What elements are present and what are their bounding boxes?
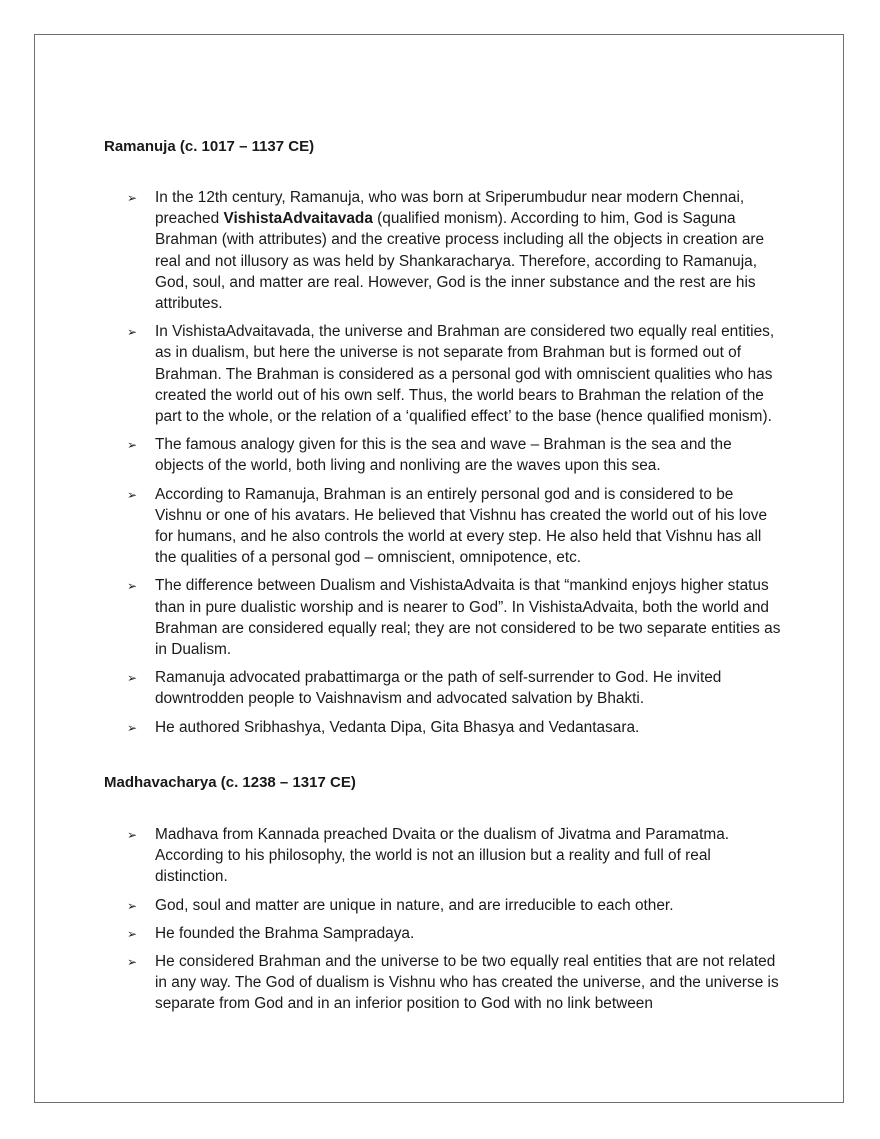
bullet-list	[104, 187, 784, 738]
list-item	[104, 575, 784, 660]
item-text: He founded the Brahma Sampradaya.	[155, 924, 415, 942]
arrow-bullet-icon: ➢	[127, 671, 138, 686]
section-ramanuja	[104, 137, 784, 745]
arrow-bullet-icon: ➢	[127, 438, 138, 453]
arrow-bullet-icon: ➢	[127, 926, 138, 941]
item-text: He considered Brahman and the universe to be two equally real entities that are not related in any way. The God of dualism is Vishnu who has created the universe, and the universe is separate from God and in an inferior position to God with no link between	[155, 953, 779, 1013]
list-item	[104, 321, 784, 427]
bullet-list	[104, 824, 784, 1015]
item-text: According to Ramanuja, Brahman is an entirely personal god and is considered to be Vishnu or one of his avatars. He believed that Vishnu has created the world out of his love for humans, and he also controls the world at every step. He also held that Vishnu has all the qualities of a personal god – omniscient, omnipotence, etc.	[155, 485, 768, 567]
item-text: He authored Sribhashya, Vedanta Dipa, Gita Bhasya and Vedantasara.	[155, 718, 640, 736]
section-madhavacharya	[104, 773, 784, 1022]
arrow-bullet-icon: ➢	[127, 487, 138, 502]
item-text: (qualified monism). According to him, God is Saguna Brahman (with attributes) and the creative process including all the objects in creation are real and not illusory as was held by Shankaracharya. Therefore, according to Ramanuja, God, soul, and matter are real. However, God is the inner substance and the rest are his attributes.	[155, 210, 765, 313]
item-text: God, soul and matter are unique in nature, and are irreducible to each other.	[155, 896, 674, 914]
section-title: Madhavacharya (c. 1238 – 1317 CE)	[104, 774, 356, 791]
list-item	[104, 187, 784, 314]
item-text: In VishistaAdvaitavada, the universe and Brahman are considered two equally real entities, as in dualism, but here the universe is not separate from Brahman but is formed out of Brahman. The Brahman is considered as a personal god with omniscient qualities who has created the world out of his own self. Thus, the world bears to Brahman the relation of the part to the whole, or the relation of a ‘qualified effect’ to the base (hence qualified monism).	[155, 323, 775, 426]
arrow-bullet-icon: ➢	[127, 955, 138, 970]
arrow-bullet-icon: ➢	[127, 828, 138, 842]
list-item	[104, 667, 784, 709]
list-item	[104, 484, 784, 569]
item-text: In the 12th century, Ramanuja, who was born at Sriperumbudur near modern Chennai, preached	[155, 189, 745, 228]
arrow-bullet-icon: ➢	[127, 191, 138, 205]
arrow-bullet-icon: ➢	[127, 898, 138, 913]
list-item	[104, 923, 784, 944]
arrow-bullet-icon: ➢	[127, 325, 138, 340]
list-item	[104, 824, 784, 888]
item-bold-term: VishistaAdvaitavada	[223, 210, 373, 228]
arrow-bullet-icon: ➢	[127, 579, 138, 594]
section-title: Ramanuja (c. 1017 – 1137 CE)	[104, 138, 315, 155]
arrow-bullet-icon: ➢	[127, 720, 138, 735]
item-text: The difference between Dualism and VishistaAdvaita is that “mankind enjoys higher status than in pure dualistic worship and is nearer to God”. In VishistaAdvaita, both the world and Brahman are considered equally real; they are not considered to be two separate entities as in Dualism.	[155, 577, 781, 659]
list-item	[104, 951, 784, 1015]
item-text: Ramanuja advocated prabattimarga or the path of self-surrender to God. He invited downtrodden people to Vaishnavism and advocated salvation by Bhakti.	[155, 669, 722, 708]
list-item	[104, 895, 784, 916]
list-item	[104, 717, 784, 738]
item-text: The famous analogy given for this is the sea and wave – Brahman is the sea and the objects of the world, both living and nonliving are the waves upon this sea.	[155, 436, 732, 475]
item-text: Madhava from Kannada preached Dvaita or the dualism of Jivatma and Paramatma. According to his philosophy, the world is not an illusion but a reality and full of real distinction.	[155, 826, 730, 886]
list-item	[104, 434, 784, 476]
